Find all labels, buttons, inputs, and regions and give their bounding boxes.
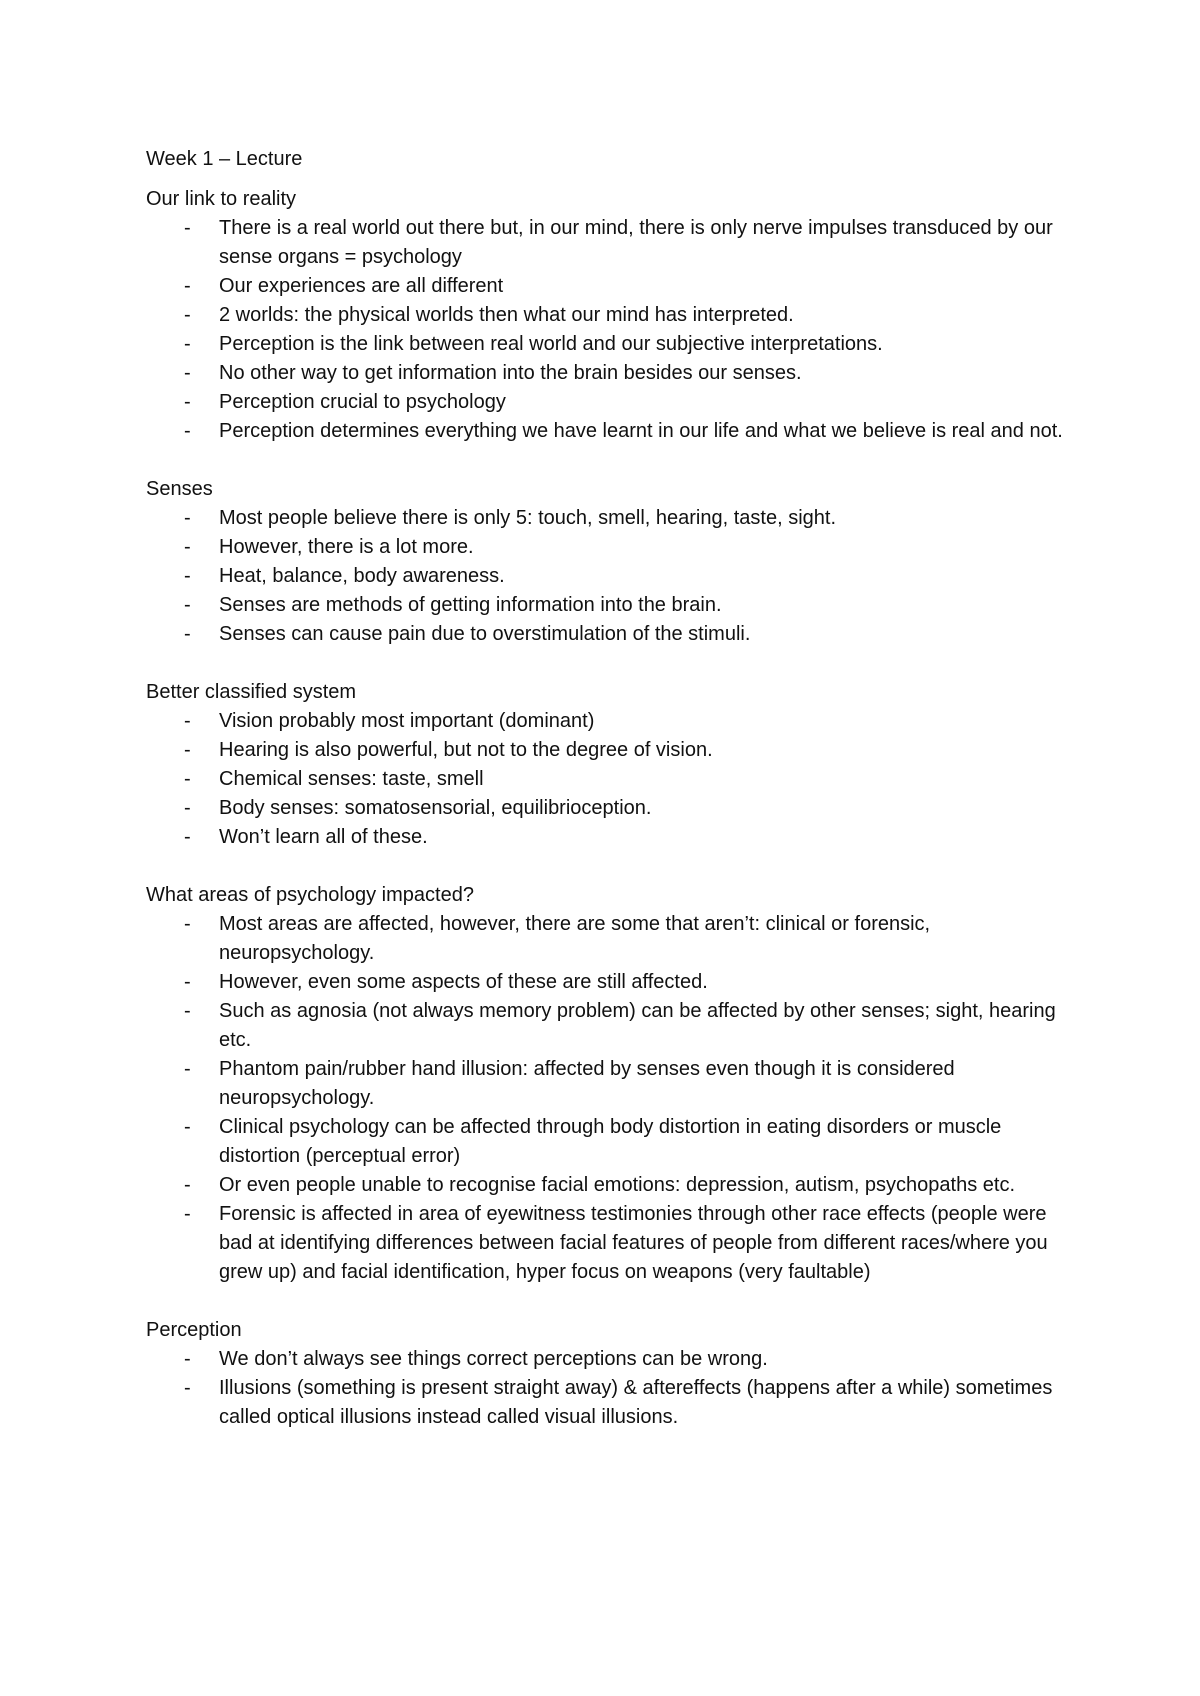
- bullet-text: Perception crucial to psychology: [219, 391, 506, 413]
- bullet-text: 2 worlds: the physical worlds then what our mind has interpreted.: [219, 304, 794, 326]
- list-item: [146, 1113, 1076, 1171]
- bullet-dash-icon: -: [184, 565, 191, 587]
- list-item: [146, 1374, 1076, 1432]
- list-item: [146, 736, 1076, 765]
- bullet-text: Perception is the link between real world and our subjective interpretations.: [219, 333, 883, 355]
- section-heading: What areas of psychology impacted?: [146, 884, 474, 906]
- list-item: [146, 301, 1076, 330]
- bullet-dash-icon: -: [184, 333, 191, 355]
- bullet-text: Hearing is also powerful, but not to the degree of vision.: [219, 739, 713, 761]
- bullet-text: Most people believe there is only 5: touch, smell, hearing, taste, sight.: [219, 507, 837, 529]
- section: [146, 881, 1076, 1287]
- bullet-dash-icon: -: [184, 797, 191, 819]
- list-item: [146, 214, 1076, 272]
- bullet-dash-icon: -: [184, 971, 191, 993]
- list-item: [146, 765, 1076, 794]
- bullet-text: Phantom pain/rubber hand illusion: affected by senses even though it is considered neuropsychology.: [219, 1058, 955, 1109]
- section-heading: Our link to reality: [146, 188, 297, 210]
- bullet-dash-icon: -: [184, 420, 191, 442]
- list-item: [146, 359, 1076, 388]
- bullet-text: Perception determines everything we have learnt in our life and what we believe is real and not.: [219, 420, 1063, 442]
- list-item: [146, 1200, 1076, 1287]
- bullet-text: However, even some aspects of these are still affected.: [219, 971, 708, 993]
- bullet-list: [146, 910, 1076, 1287]
- bullet-text: Such as agnosia (not always memory problem) can be affected by other senses; sight, hearing etc.: [219, 1000, 1056, 1051]
- bullet-dash-icon: -: [184, 1377, 191, 1399]
- bullet-dash-icon: -: [184, 304, 191, 326]
- bullet-dash-icon: -: [184, 739, 191, 761]
- list-item: [146, 620, 1076, 649]
- document-title: Week 1 – Lecture: [146, 148, 303, 170]
- section-heading: Better classified system: [146, 681, 357, 703]
- bullet-text: Won’t learn all of these.: [219, 826, 428, 848]
- list-item: [146, 388, 1076, 417]
- bullet-list: [146, 707, 1076, 852]
- bullet-text: Forensic is affected in area of eyewitness testimonies through other race effects (people were bad at identifying differences between facial features of people from different races/where you grew up) and facial identification, hyper focus on weapons (very faultable): [219, 1203, 1048, 1283]
- list-item: [146, 417, 1076, 446]
- section: [146, 678, 1076, 852]
- bullet-text: However, there is a lot more.: [219, 536, 474, 558]
- bullet-dash-icon: -: [184, 1203, 191, 1225]
- list-item: [146, 504, 1076, 533]
- bullet-text: Most areas are affected, however, there are some that aren’t: clinical or forensic, neuropsychology.: [219, 913, 931, 964]
- section: [146, 185, 1076, 446]
- list-item: [146, 794, 1076, 823]
- bullet-text: Body senses: somatosensorial, equilibrioception.: [219, 797, 652, 819]
- bullet-text: Senses are methods of getting information into the brain.: [219, 594, 722, 616]
- list-item: [146, 562, 1076, 591]
- bullet-dash-icon: -: [184, 536, 191, 558]
- list-item: [146, 1171, 1076, 1200]
- bullet-dash-icon: -: [184, 1348, 191, 1370]
- bullet-list: [146, 1345, 1076, 1432]
- list-item: [146, 591, 1076, 620]
- list-item: [146, 272, 1076, 301]
- bullet-dash-icon: -: [184, 1174, 191, 1196]
- section: [146, 1316, 1076, 1432]
- bullet-list: [146, 214, 1076, 446]
- bullet-dash-icon: -: [184, 1000, 191, 1022]
- list-item: [146, 1345, 1076, 1374]
- bullet-dash-icon: -: [184, 362, 191, 384]
- bullet-list: [146, 504, 1076, 649]
- list-item: [146, 707, 1076, 736]
- list-item: [146, 1055, 1076, 1113]
- section-heading: Perception: [146, 1319, 242, 1341]
- bullet-dash-icon: -: [184, 1116, 191, 1138]
- bullet-dash-icon: -: [184, 826, 191, 848]
- bullet-dash-icon: -: [184, 275, 191, 297]
- list-item: [146, 997, 1076, 1055]
- bullet-dash-icon: -: [184, 507, 191, 529]
- bullet-dash-icon: -: [184, 710, 191, 732]
- bullet-text: There is a real world out there but, in our mind, there is only nerve impulses transduced by our sense organs = psychology: [219, 217, 1053, 268]
- document-body: [146, 185, 1076, 1432]
- section-heading: Senses: [146, 478, 213, 500]
- bullet-text: We don’t always see things correct perceptions can be wrong.: [219, 1348, 768, 1370]
- list-item: [146, 330, 1076, 359]
- bullet-text: Illusions (something is present straight away) & aftereffects (happens after a while) sometimes called optical illusions instead called visual illusions.: [219, 1377, 1053, 1428]
- bullet-dash-icon: -: [184, 623, 191, 645]
- bullet-text: Chemical senses: taste, smell: [219, 768, 484, 790]
- list-item: [146, 968, 1076, 997]
- bullet-text: Senses can cause pain due to overstimulation of the stimuli.: [219, 623, 751, 645]
- bullet-text: Or even people unable to recognise facial emotions: depression, autism, psychopaths etc.: [219, 1174, 1016, 1196]
- bullet-text: Our experiences are all different: [219, 275, 504, 297]
- bullet-dash-icon: -: [184, 217, 191, 239]
- bullet-text: Vision probably most important (dominant): [219, 710, 595, 732]
- bullet-dash-icon: -: [184, 391, 191, 413]
- bullet-text: Heat, balance, body awareness.: [219, 565, 505, 587]
- bullet-dash-icon: -: [184, 768, 191, 790]
- list-item: [146, 533, 1076, 562]
- document-page: [146, 145, 1076, 1432]
- bullet-text: No other way to get information into the brain besides our senses.: [219, 362, 802, 384]
- bullet-dash-icon: -: [184, 913, 191, 935]
- bullet-dash-icon: -: [184, 1058, 191, 1080]
- list-item: [146, 823, 1076, 852]
- bullet-dash-icon: -: [184, 594, 191, 616]
- list-item: [146, 910, 1076, 968]
- bullet-text: Clinical psychology can be affected through body distortion in eating disorders or muscle distortion (perceptual error): [219, 1116, 1002, 1167]
- section: [146, 475, 1076, 649]
